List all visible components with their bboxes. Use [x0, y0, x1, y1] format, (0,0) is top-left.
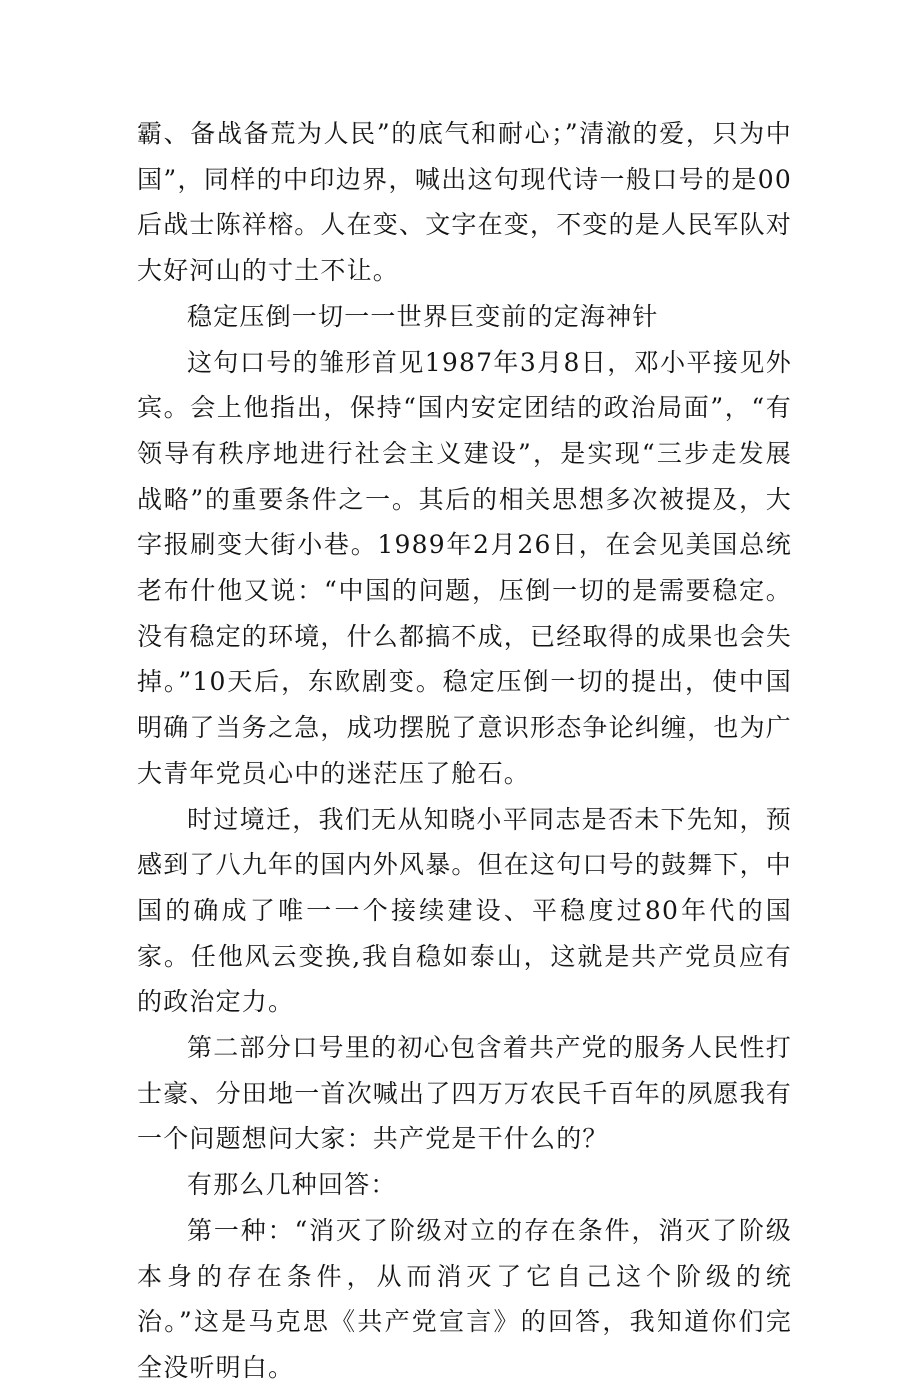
paragraph-5: 有那么几种回答：	[187, 1170, 397, 1200]
paragraph-3: 时过境迁，我们无从知晓小平同志是否未下先知，预感到了八九年的国内外风暴。但在这句口号的鼓舞下，中国的确成了唯一一个接续建设、平稳度过80年代的国家。任他风云变换,我自稳如泰山，这就是共产党员应有的政治定力。	[137, 804, 793, 1017]
paragraph-1: 霸、备战备荒为人民”的底气和耐心；”清澈的爱，只为中国”，同样的中印边界，喊出这句现代诗一般口号的是00后战士陈祥榕。人在变、文字在变，不变的是人民军队对大好河山的寸土不让。	[137, 119, 793, 286]
paragraph-2: 这句口号的雏形首见1987年3月8日，邓小平接见外宾。会上他指出，保持“国内安定团结的政治局面”，“有领导有秩序地进行社会主义建设”，是实现“三步走发展战略”的重要条件之一。其后的相关思想多次被提及，大字报刷变大街小巷。1989年2月26日，在会见美国总统老布什他又说：“中国的问题，压倒一切的是需要稳定。没有稳定的环境，什么都搞不成，已经取得的成果也会失掉。”10天后，东欧剧变。稳定压倒一切的提出，使中国明确了当务之急，成功摆脱了意识形态争论纠缠，也为广大青年党员心中的迷茫压了舱石。	[137, 347, 793, 788]
paragraph-4: 第二部分口号里的初心包含着共产党的服务人民性打士豪、分田地一首次喊出了四万万农民千百年的夙愿我有一个问题想问大家：共产党是干什么的？	[137, 1033, 793, 1154]
paragraph-6: 第一种：“消灭了阶级对立的存在条件，消灭了阶级本身的存在条件，从而消灭了它自己这个阶级的统治。”这是马克思《共产党宣言》的回答，我知道你们完全没听明白。	[137, 1215, 792, 1382]
document-body	[137, 111, 792, 1391]
section-heading-stability: 稳定压倒一切一一世界巨变前的定海神针	[187, 301, 659, 331]
